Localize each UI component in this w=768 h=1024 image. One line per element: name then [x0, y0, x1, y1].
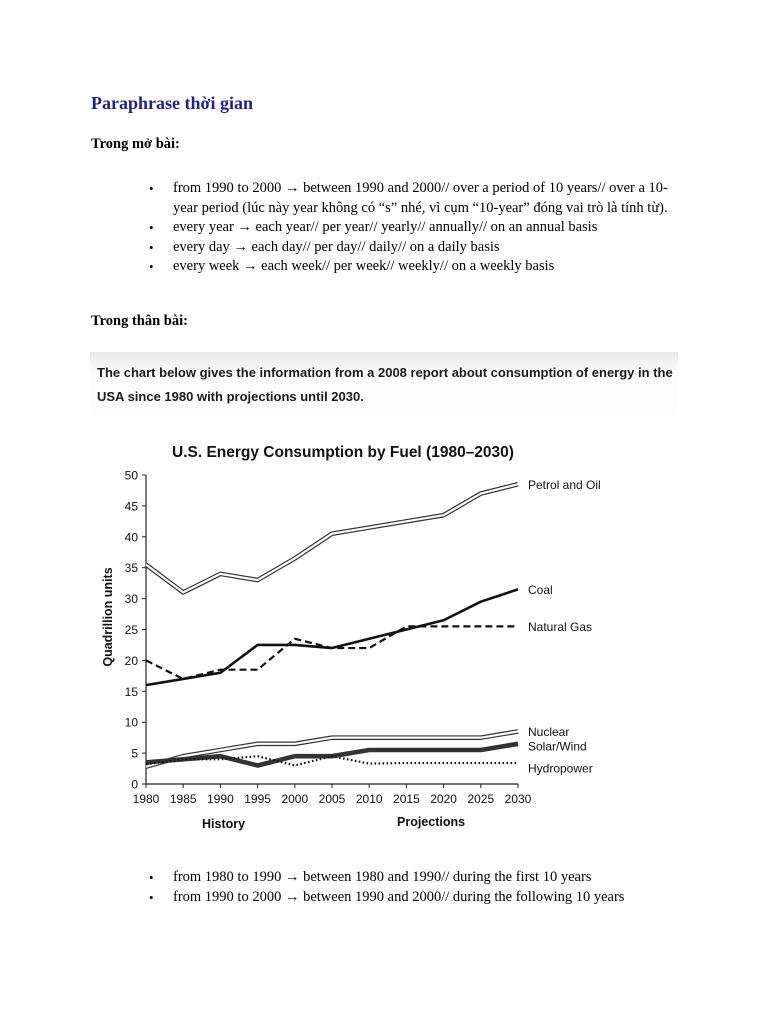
- series-label: Nuclear: [528, 724, 570, 739]
- list-item: • from 1990 to 2000 → between 1990 and 2000// over a period of 10 years// over a 10-year period (lúc này year không có “s” nhé, vì cụm “10-year” đóng vai trò là tính từ).: [149, 179, 689, 218]
- x-tick-label: 1995: [244, 792, 271, 806]
- series-line-petrol-and-oil: [146, 484, 518, 592]
- series-label: Petrol and Oil: [528, 477, 601, 492]
- y-tick-label: 25: [124, 623, 138, 637]
- x-region-label-history: History: [202, 817, 246, 831]
- intro-bullet-list: [149, 179, 689, 277]
- x-tick-label: 1990: [207, 792, 234, 806]
- y-tick-label: 10: [124, 715, 138, 730]
- list-item: • every year → each year// per year// yearly// annually// on an annual basis: [149, 218, 689, 238]
- x-tick-label: 1980: [132, 792, 160, 806]
- body-label: Trong thân bài:: [91, 313, 188, 329]
- list-item: • from 1990 to 2000 → between 1990 and 2000// during the following 10 years: [149, 888, 689, 908]
- figure-description: The chart below gives the information from a 2008 report about consumption of energy in the USA since 1980 with projections until 2030.: [97, 365, 673, 404]
- y-tick-label: 40: [124, 530, 138, 545]
- y-tick-label: 5: [131, 746, 138, 761]
- x-region-label-projections: Projections: [397, 815, 466, 829]
- x-tick-label: 2015: [393, 792, 420, 806]
- y-tick-label: 15: [124, 684, 138, 699]
- y-tick-label: 45: [124, 499, 138, 514]
- series-line-natural-gas: [146, 626, 518, 679]
- series-label: Solar/Wind: [528, 739, 587, 754]
- line-chart: [90, 352, 678, 842]
- series-layer: [146, 484, 518, 766]
- x-tick-label: 2020: [430, 792, 457, 806]
- x-tick-label: 2030: [504, 792, 532, 806]
- y-tick-label: 0: [131, 777, 138, 792]
- x-tick-label: 2025: [467, 792, 495, 806]
- intro-label: Trong mở bài:: [91, 136, 180, 152]
- series-line-coal: [146, 589, 518, 685]
- series-label: Natural Gas: [528, 619, 593, 634]
- x-tick-label: 2005: [318, 792, 346, 806]
- list-item: • every week → each week// per week// weekly// on a weekly basis: [149, 257, 689, 277]
- y-tick-label: 30: [124, 592, 138, 607]
- series-label: Coal: [528, 582, 553, 597]
- list-item: • from 1980 to 1990 → between 1980 and 1990// during the first 10 years: [149, 868, 689, 888]
- x-tick-label: 2000: [281, 792, 309, 806]
- x-tick-label: 1985: [169, 792, 197, 806]
- list-item: • every day → each day// per day// daily// on a daily basis: [149, 238, 689, 258]
- y-axis-label: Quadrillion units: [101, 567, 115, 667]
- chart-title: U.S. Energy Consumption by Fuel (1980–2030): [172, 444, 514, 461]
- y-tick-label: 50: [124, 468, 138, 483]
- y-tick-label: 35: [124, 561, 138, 576]
- x-tick-label: 2010: [355, 792, 383, 806]
- chart-figure: [90, 352, 678, 842]
- y-tick-label: 20: [124, 653, 138, 668]
- section-heading: Paraphrase thời gian: [91, 93, 253, 113]
- followup-bullet-list: [149, 868, 689, 907]
- series-labels: [528, 478, 601, 776]
- series-label: Hydropower: [528, 761, 593, 776]
